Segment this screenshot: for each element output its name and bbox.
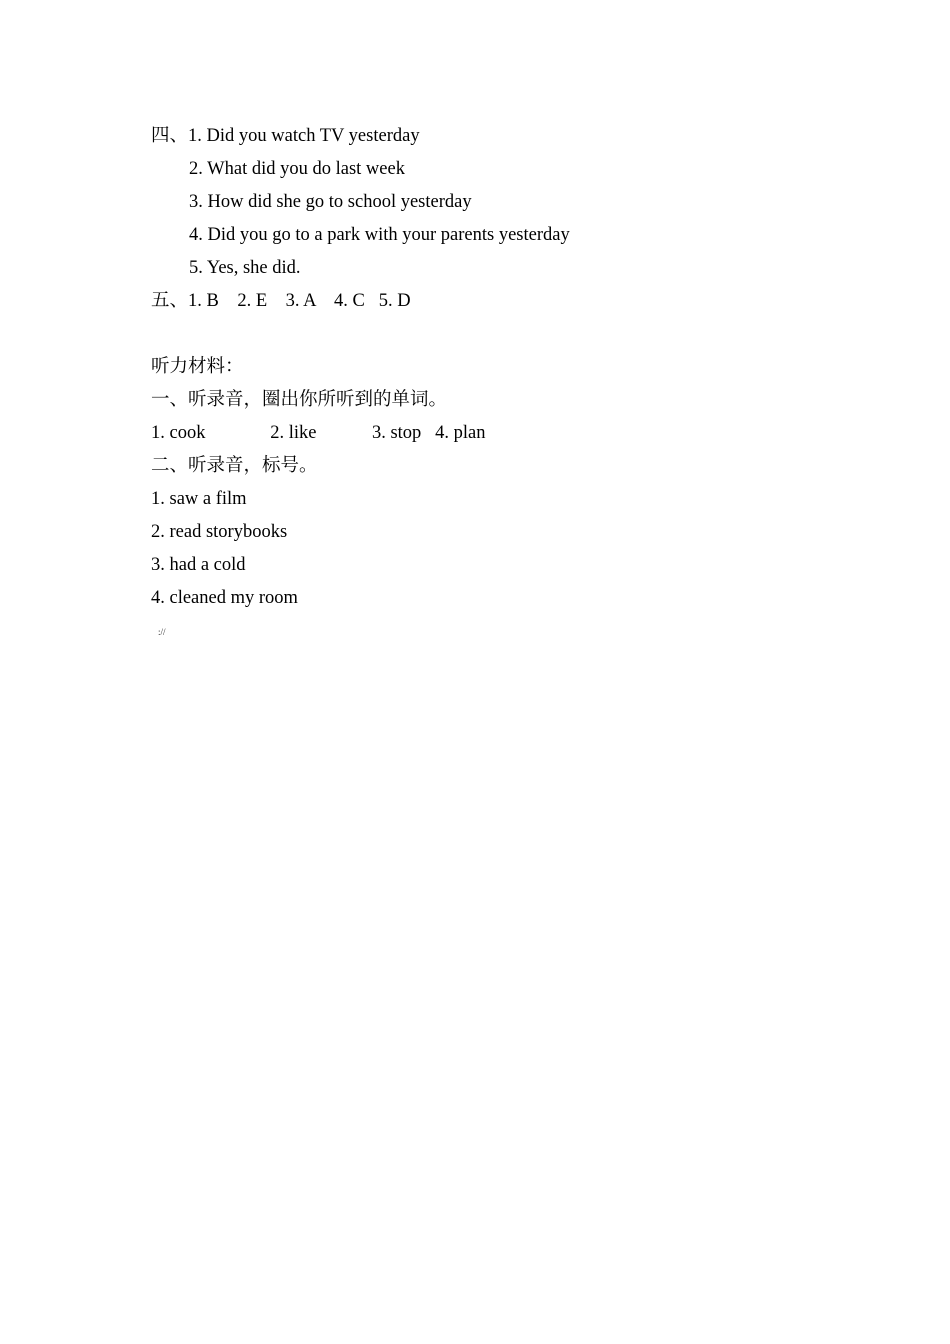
listening-heading: 听力材料：: [151, 357, 244, 377]
section5-line: [151, 289, 411, 313]
listening-part1-title: 一、听录音，圈出你所听到的单词。: [151, 390, 448, 410]
section4-item-4: 4. Did you go to a park with your parents yesterday: [189, 225, 570, 245]
section4-prefix: 四、: [151, 126, 189, 146]
listening-part2-item-1: 1. saw a film: [151, 489, 247, 509]
section4-item-2: 2. What did you do last week: [189, 159, 405, 179]
section4-line-1: [151, 124, 420, 148]
listening-part2-item-4: 4. cleaned my room: [151, 588, 298, 608]
section4-item-3: 3. How did she go to school yesterday: [189, 192, 472, 212]
section4-item-5: 5. Yes, she did.: [189, 258, 301, 278]
listening-part1-words: 1. cook 2. like 3. stop 4. plan: [151, 423, 486, 443]
listening-part2-item-2: 2. read storybooks: [151, 522, 288, 542]
section5-answers: 1. B 2. E 3. A 4. C 5. D: [188, 291, 411, 311]
footnote-mark: ://: [158, 627, 166, 637]
listening-part2-item-3: 3. had a cold: [151, 555, 246, 575]
section5-prefix: 五、: [151, 291, 189, 311]
section4-item-1: 1. Did you watch TV yesterday: [188, 126, 420, 146]
listening-part2-title: 二、听录音，标号。: [151, 456, 318, 476]
